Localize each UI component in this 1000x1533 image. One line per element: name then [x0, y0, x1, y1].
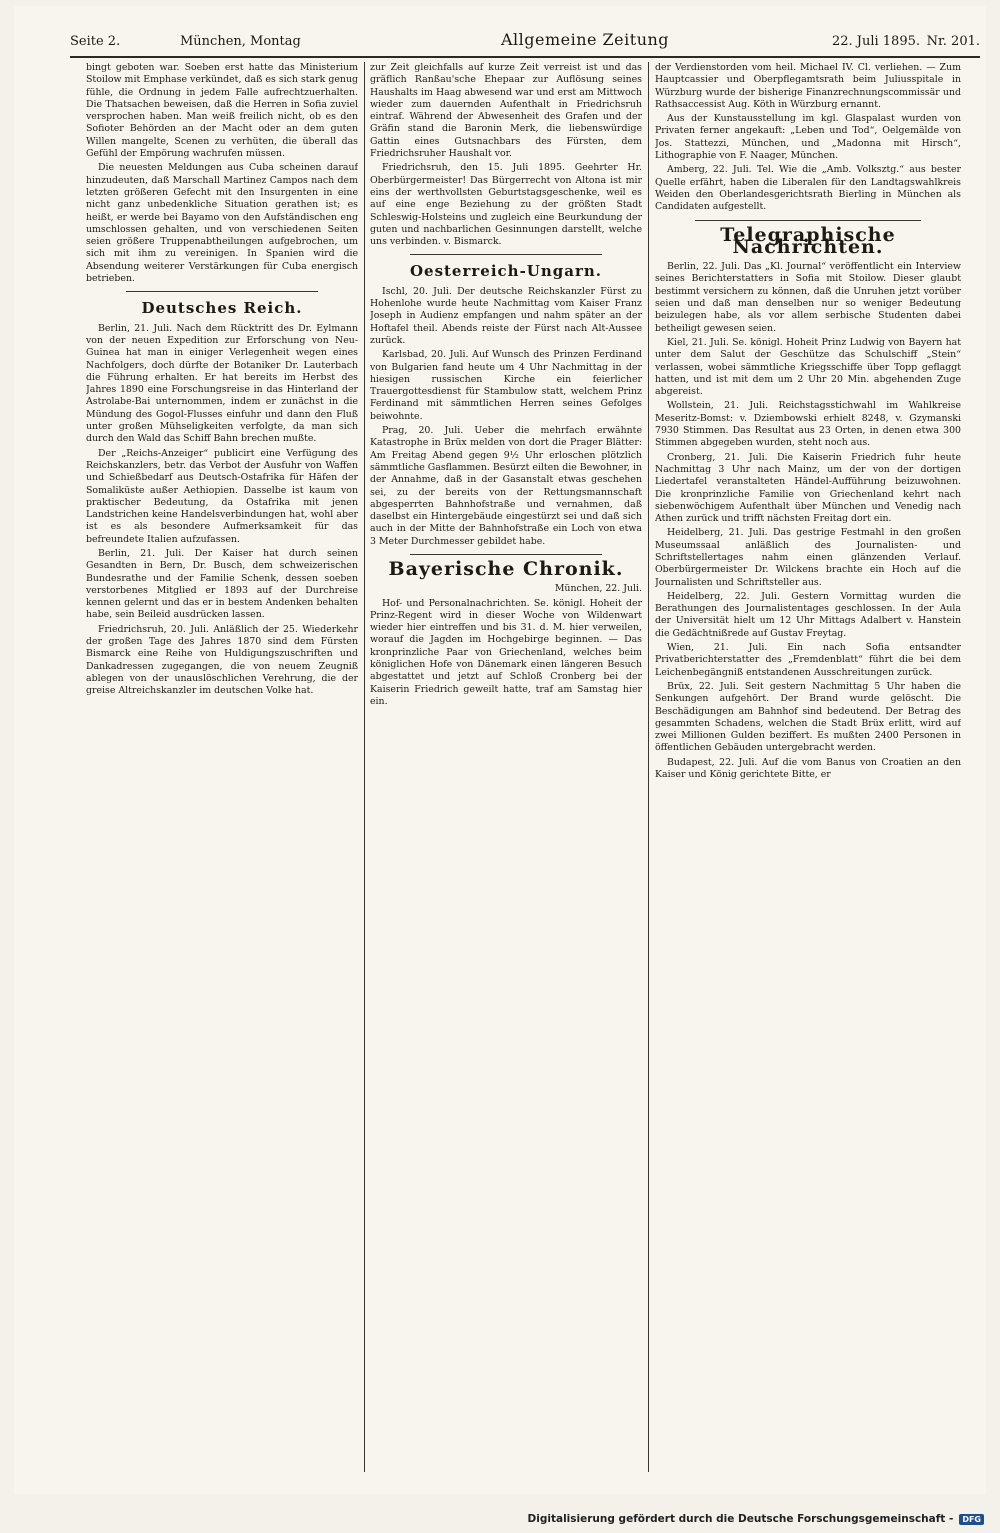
article-text: Friedrichsruh, 20. Juli. Anläßlich der 25. Wiederkehr der großen Tage des Jahres 1870 sind dem Fürsten Bismarck eine Reihe von Huldigungszuschriften und Dankadressen zugegangen, die von neuem Zeugniß ablegen von der unauslöschlichen Verehrung, die der greise Altreichskanzler im deutschen Volke hat.: [86, 623, 358, 697]
issue-number: Nr. 201.: [926, 34, 980, 49]
article-text: Berlin, 22. Juli. Das „Kl. Journal“ veröffentlicht ein Interview seines Berichterstatters in Sofia mit Stoilow. Dieser glaubt bestimmt versichern zu können, daß die Unruhen jetzt vorüber seien und daß man denselben nur so weniger Bedeutung beizulegen habe, als vor allem serbische Studenten dabei betheiligt gewesen seien.: [655, 261, 961, 334]
article-text: Ischl, 20. Juli. Der deutsche Reichskanzler Fürst zu Hohenlohe wurde heute Nachmittag vom Kaiser Franz Joseph in Audienz empfangen und nahm später an der Hoftafel theil. Abends reiste der Fürst nach Alt-Aussee zurück.: [370, 285, 642, 346]
article-text: Cronberg, 21. Juli. Die Kaiserin Friedrich fuhr heute Nachmittag 3 Uhr nach Mainz, um der von der dortigen Liedertafel veranstalteten Händel-Aufführung beizuwohnen. Die kronprinzliche Familie von Griechenland kehrt nach siebenwöchigem Aufenthalt über München und Venedig nach Athen zurück und trifft nächsten Freitag dort ein.: [655, 451, 961, 525]
section-divider: [695, 220, 921, 221]
article-text: Der „Reichs-Anzeiger“ publicirt eine Verfügung des Reichskanzlers, betr. das Verbot der Ausfuhr von Waffen und Schießbedarf aus Deutsch-Ostafrika für Häfen der Somaliküste außer Aethiopien. Dasselbe ist kaum von praktischer Bedeutung, da Ostafrika mit jenen Landstrichen keine Handelsverbindungen hat, wohl aber ist es als besondere Aufmerksamkeit für das befreundete Italien aufzufassen.: [86, 447, 358, 545]
section-divider: [410, 554, 602, 555]
article-text: Friedrichsruh, den 15. Juli 1895. Geehrter Hr. Oberbürgermeister! Das Bürgerrecht von Altona ist mir eins der werthvollsten Geburtstagsgeschenke, weil es auf eine enge Beziehung zu der größten Stadt Schleswig-Holsteins und zugleich eine Beurkundung der guten und nachbarlichen Gesinnungen darstellt, welche uns verbinden. v. Bismarck.: [370, 162, 642, 248]
column-1: [86, 62, 358, 1472]
section-heading: Deutsches Reich.: [141, 299, 303, 318]
section-heading: Telegraphische Nachrichten.: [720, 223, 896, 258]
header-rule: [70, 56, 980, 58]
page-header: [70, 30, 980, 54]
section-heading: Bayerische Chronik.: [388, 557, 624, 580]
article-text: Berlin, 21. Juli. Nach dem Rücktritt des Dr. Eylmann von der neuen Expedition zur Erforschung von Neu-Guinea hat man in einiger Verlegenheit wegen eines Nachfolgers, doch dürfte der Botaniker Dr. Lauterbach die Führung erhalten. Er hat bereits im Herbst des Jahres 1890 eine Forschungsreise in das Hinterland der Astrolabe-Bai unternommen, indem er zunächst in die Mündung des Gogol-Flusses einfuhr und dann den Fluß unter großen Mühseligkeiten verfolgte, da man sich durch den Wald das Schiff Bahn brechen mußte.: [86, 322, 358, 445]
article-text: Brüx, 22. Juli. Seit gestern Nachmittag 5 Uhr haben die Senkungen aufgehört. Der Brand wurde gelöscht. Die Beschädigungen am Bahnhof sind bedeutend. Der Betrag des gesammten Schadens, welchen die Stadt Brüx erlitt, wird auf zwei Millionen Gulden beziffert. Es mußten 2400 Personen in öffentlichen Gebäuden untergebracht werden.: [655, 680, 961, 754]
dfg-logo: DFG: [959, 1514, 984, 1525]
article-text: Wien, 21. Juli. Ein nach Sofia entsandter Privatberichterstatter des „Fremdenblatt“ führt die bei dem Leichenbegängniß entstandenen Ausschreitungen zurück.: [655, 642, 961, 678]
section-heading: Oesterreich-Ungarn.: [409, 262, 603, 281]
article-text: Kiel, 21. Juli. Se. königl. Hoheit Prinz Ludwig von Bayern hat unter dem Salut der Geschütze das Schulschiff „Stein“ verlassen, wobei sämmtliche Kriegsschiffe über Topp geflaggt hatten, und ist mit dem um 2 Uhr 20 Min. abgehenden Zuge abgereist.: [655, 336, 961, 398]
column-divider: [364, 62, 365, 1472]
credit-text: Digitalisierung gefördert durch die Deutsche Forschungsgemeinschaft -: [527, 1513, 954, 1525]
page-number: Seite 2.: [70, 34, 121, 49]
newspaper-title: Allgemeine Zeitung: [500, 30, 670, 49]
issue-date: 22. Juli 1895.: [831, 34, 920, 49]
article-text: bingt geboten war. Soeben erst hatte das Ministerium Stoilow mit Emphase verkündet, daß es sich stark genug fühle, die Ordnung in jedem Falle aufrechtzuerhalten. Die Thatsachen beweisen, daß die Herren in Sofia zuviel versprochen haben. Man weiß freilich nicht, ob es den Sofioter Behörden an der Macht oder an dem guten Willen mangelte, Scenen zu verhüten, die überall das Gefühl der Empörung wachrufen müssen.: [86, 62, 358, 160]
article-text: Prag, 20. Juli. Ueber die mehrfach erwähnte Katastrophe in Brüx melden von dort die Prager Blätter: Am Freitag Abend gegen 9½ Uhr erloschen plötzlich sämmtliche Gasflammen. Besürzt eilten die Bewohner, in der Annahme, daß in der Gasanstalt etwas geschehen sei, zu der bereits von der Rettungsmannschaft abgesperrten Bahnhofstraße und vernahmen, daß daselbst ein Hintergebäude eingestürzt sei und daß sich auch in der Mitte der Bahnhofstraße ein Loch von etwa 3 Meter Durchmesser gebildet habe.: [370, 425, 642, 547]
article-text: Berlin, 21. Juli. Der Kaiser hat durch seinen Gesandten in Bern, Dr. Busch, dem schweizerischen Bundesrathe und der Familie Schenk, dessen soeben verstorbenes Mitglied er 1893 auf der Durchreise kennen gelernt und das er in bestem Andenken behalten habe, sein Beileid ausdrücken lassen.: [86, 547, 358, 621]
dateline: München, 22. Juli.: [554, 583, 642, 595]
article-text: Karlsbad, 20. Juli. Auf Wunsch des Prinzen Ferdinand von Bulgarien fand heute um 4 Uhr Nachmittag in der hiesigen russischen Kirche ein feierlicher Trauergottesdienst für Stambulow statt, welchem Prinz Ferdinand mit sämmtlichen Herren seines Gefolges beiwohnte.: [370, 349, 642, 422]
article-text: Heidelberg, 22. Juli. Gestern Vormittag wurden die Berathungen des Journalistentages geschlossen. In der Aula der Universität hielt um 12 Uhr Mittags Adalbert v. Hanstein die Gedächtnißrede auf Gustav Freytag.: [655, 590, 961, 639]
column-divider: [648, 62, 649, 1472]
section-divider: [410, 254, 602, 255]
article-text: Die neuesten Meldungen aus Cuba scheinen darauf hinzudeuten, daß Marschall Martinez Campos nach dem letzten größeren Gefecht mit den Insurgenten in eine nicht ganz unbedenkliche Situation gerathen ist; es heißt, er werde bei Bayamo von den Aufständischen eng umschlossen gehalten, und von verschiedenen Seiten seien größere Truppenabtheilungen aufgebrochen, um sich mit ihm zu vereinigen. In Spanien wird die Absendung weiterer Verstärkungen für Cuba energisch betrieben.: [86, 162, 358, 285]
article-text: Amberg, 22. Juli. Tel. Wie die „Amb. Volksztg.“ aus bester Quelle erfährt, haben die Liberalen für den Landtagswahlkreis Weiden den Oberlandesgerichtsrath Bierling in München als Candidaten aufgestellt.: [655, 164, 961, 213]
article-text: Aus der Kunstausstellung im kgl. Glaspalast wurden von Privaten ferner angekauft: „Leben und Tod“, Oelgemälde von Jos. Stattezzi, München, und „Madonna mit Hirsch“, Lithographie von F. Naager, München.: [655, 113, 961, 162]
article-text: Wollstein, 21. Juli. Reichstagsstichwahl im Wahlkreise Meseritz-Bomst: v. Dziembowski erhielt 8248, v. Gzymanski 7930 Stimmen. Das Resultat aus 23 Orten, in denen etwa 300 Stimmen abgegeben wurden, steht noch aus.: [655, 400, 961, 449]
digitization-credit: [528, 1513, 984, 1525]
article-text: zur Zeit gleichfalls auf kurze Zeit verreist ist und das gräflich Ranßau'sche Ehepaar zur Auflösung seines Haushalts im Haag abwesend war und erst am Mittwoch wieder zum dauernden Aufenthalt in Friedrichsruh eintraf. Während der Abwesenheit des Grafen und der Gräfin stand die Baronin Merk, die liebenswürdige Gattin eines Gutsnachbars des Fürsten, dem Friedrichsruher Haushalt vor.: [370, 62, 642, 160]
column-3: [655, 62, 961, 1472]
place-day: München, Montag: [180, 34, 301, 49]
column-2: [370, 62, 642, 1472]
article-text: Heidelberg, 21. Juli. Das gestrige Festmahl in den großen Museumssaal anläßlich des Journalisten- und Schriftstellertages nahm einen glänzenden Verlauf. Oberbürgermeister Dr. Wilckens brachte ein Hoch auf die Journalisten und Schriftsteller aus.: [655, 527, 961, 588]
article-text: der Verdienstorden vom heil. Michael IV. Cl. verliehen. — Zum Hauptcassier und Oberpflegamtsrath beim Juliusspitale in Würzburg wurde der bisherige Finanzrechnungscommissär und Rathsaccessist Aug. Köth in Würzburg ernannt.: [655, 62, 961, 110]
article-text: Budapest, 22. Juli. Auf die vom Banus von Croatien an den Kaiser und König gerichtete Bitte, er: [655, 756, 961, 781]
section-divider: [126, 291, 318, 292]
article-text: Hof- und Personalnachrichten. Se. königl. Hoheit der Prinz-Regent wird in dieser Woche von Wildenwart wieder hier eintreffen und bis 31. d. M. hier verweilen, worauf die Jagden im Hochgebirge beginnen. — Das kronprinzliche Paar von Griechenland, welches beim königlichen Hofe von Dänemark einen längeren Besuch abgestattet und jetzt auf Schloß Cronberg bei der Kaiserin Friedrich geweilt hatte, traf am Samstag hier ein.: [370, 597, 642, 707]
